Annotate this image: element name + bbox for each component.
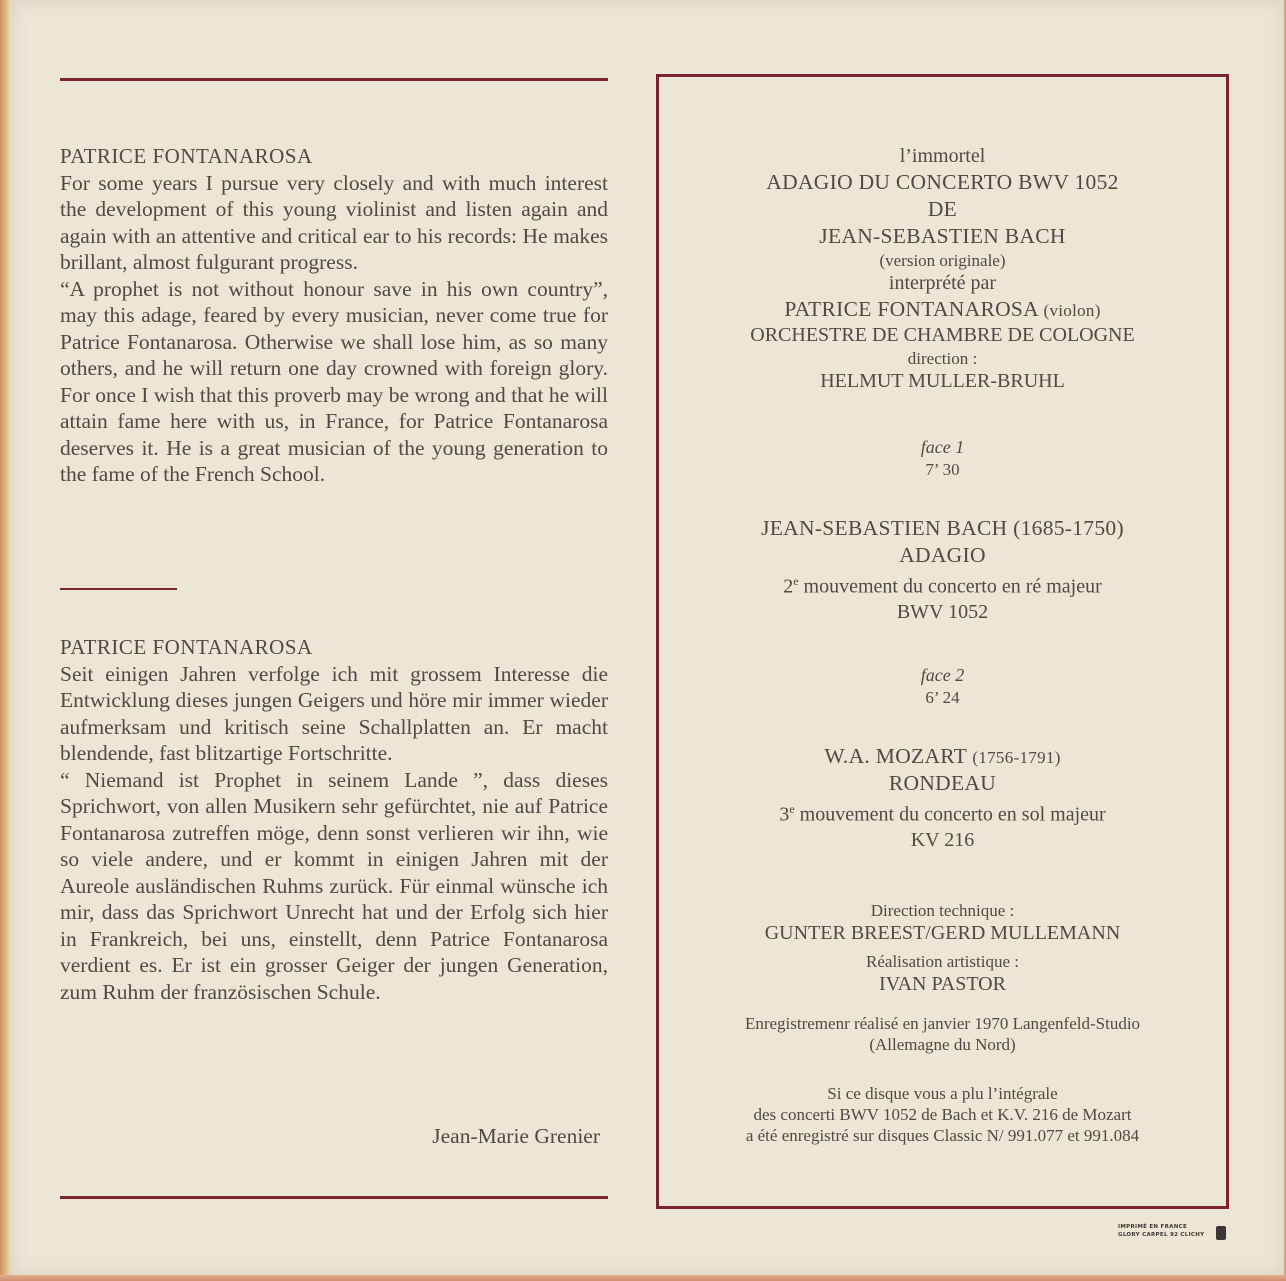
signature: Jean-Marie Grenier xyxy=(432,1124,600,1148)
face-2-composer-line xyxy=(656,743,1229,770)
face-2-catalog: KV 216 xyxy=(910,828,975,851)
face-2-movement-text: mouvement du concerto en sol majeur xyxy=(794,803,1106,826)
top-rule xyxy=(60,78,608,81)
note-line-2: des concerti BWV 1052 de Bach et K.V. 216 de Mozart xyxy=(753,1105,1132,1124)
face-1-movement-number: 2 xyxy=(783,575,794,598)
artistic-direction-label: Réalisation artistique : xyxy=(866,952,1019,971)
face-2-dates: (1756-1791) xyxy=(972,748,1061,767)
face-2-composer: W.A. MOZART xyxy=(824,744,967,768)
title-line-3: JEAN-SEBASTIEN BACH xyxy=(819,224,1066,248)
direction-label: direction : xyxy=(907,349,978,368)
intro-text: l’immortel xyxy=(899,145,986,167)
artistic-direction-name: IVAN PASTOR xyxy=(879,973,1006,995)
printer-line-2: GLORY CARPEL 92 CLICHY xyxy=(1118,1232,1205,1238)
bottom-rule xyxy=(60,1196,608,1199)
german-paragraph-1: Seit einigen Jahren verfolge ich mit grossem Interesse die Entwicklung dieses jungen Geigers und höre mir immer wieder aufmerksam und kritisch seine Schallplatten an. Er macht blendende, fast blitzartige Fortschritte. xyxy=(60,661,608,765)
catalog-note xyxy=(656,1083,1229,1146)
note-line-1: Si ce disque vous a plu l’intégrale xyxy=(827,1084,1058,1103)
title-line-2: DE xyxy=(927,197,958,221)
face-1-movement xyxy=(656,569,1229,600)
face-1-title: ADAGIO xyxy=(899,543,986,567)
face-1-movement-text: mouvement du concerto en ré majeur xyxy=(798,575,1102,598)
technical-direction-label: Direction technique : xyxy=(870,901,1015,920)
face-2-movement-number: 3 xyxy=(779,803,790,826)
title-block xyxy=(656,144,1229,394)
face-2-title: RONDEAU xyxy=(888,771,997,795)
face-1-work xyxy=(656,515,1229,625)
recording-line-2: (Allemagne du Nord) xyxy=(869,1035,1016,1054)
sleeve-spine-edge xyxy=(0,0,10,1281)
face-2-duration: 6’ 24 xyxy=(925,688,960,707)
soloist-name: PATRICE FONTANAROSA xyxy=(784,297,1038,321)
conductor-name: HELMUT MULLER-BRUHL xyxy=(820,370,1065,392)
english-paragraph-1: For some years I pursue very closely and with much interest the development of this young violinist and listen again and again with an attentive and critical ear to his records: He makes brillant, almost fulgurant progress. xyxy=(60,170,608,274)
version-note: (version originale) xyxy=(879,251,1006,270)
face-2-label: face 2 xyxy=(920,665,965,685)
face-2-block xyxy=(656,663,1229,708)
title-line-1: ADAGIO DU CONCERTO BWV 1052 xyxy=(766,170,1119,194)
german-notes xyxy=(60,634,608,1005)
recording-info xyxy=(656,1013,1229,1055)
face-2-movement-ordinal: e xyxy=(789,802,795,816)
face-1-catalog: BWV 1052 xyxy=(896,600,989,623)
production-credits xyxy=(656,900,1229,997)
recording-line-1: Enregistremenr réalisé en janvier 1970 Langenfeld-Studio xyxy=(744,1014,1141,1033)
soloist-role: (violon) xyxy=(1043,301,1101,320)
printer-logo-icon xyxy=(1216,1226,1226,1240)
german-paragraph-2: “ Niemand ist Prophet in seinem Lande ”, dass dieses Sprichwort, von allen Musikern sehr gefürchtet, nie auf Patrice Fontanarosa zutreffen möge, denn sonst verlieren wir ihn, wie so viele andere, und er kommt in einigen Jahren mit der Aureole ausländischen Ruhms zurück. Für einmal wünsche ich mir, dass das Sprichwort Unrecht hat und der Erfolg sich hier in Frankreich, bei uns, einstellt, denn Patrice Fontanarosa verdient es. Er ist ein grosser Geiger der jungen Generation, zum Ruhm der französischen Schule. xyxy=(60,767,608,1004)
face-1-duration: 7’ 30 xyxy=(925,460,960,479)
english-heading: PATRICE FONTANAROSA xyxy=(60,144,313,168)
printer-line-1: IMPRIMÉ EN FRANCE xyxy=(1118,1224,1187,1230)
short-divider xyxy=(60,588,177,590)
printer-credit xyxy=(1118,1223,1228,1239)
orchestra-name: ORCHESTRE DE CHAMBRE DE COLOGNE xyxy=(750,324,1135,346)
english-notes xyxy=(60,143,608,488)
soloist-line xyxy=(656,296,1229,323)
face-1-movement-ordinal: e xyxy=(793,574,799,588)
face-1-composer: JEAN-SEBASTIEN BACH (1685-1750) xyxy=(761,516,1124,540)
technical-direction-names: GUNTER BREEST/GERD MULLEMANN xyxy=(764,922,1121,944)
face-2-work xyxy=(656,743,1229,853)
face-1-block xyxy=(656,435,1229,480)
face-1-label: face 1 xyxy=(920,437,965,457)
performed-by-label: interprété par xyxy=(888,272,997,294)
note-line-3: a été enregistré sur disques Classic N/ 991.077 et 991.084 xyxy=(745,1126,1140,1145)
face-2-movement xyxy=(656,797,1229,828)
german-heading: PATRICE FONTANAROSA xyxy=(60,635,313,659)
sleeve-bottom-edge xyxy=(0,1275,1286,1281)
english-paragraph-2: “A prophet is not without honour save in his own country”, may this adage, feared by every musician, never come true for Patrice Fontanarosa. Otherwise we shall lose him, as so many others, and he will return one day crowned with foreign glory. For once I wish that this proverb may be wrong and that he will attain fame here with us, in France, for Patrice Fontanarosa deserves it. He is a great musician of the young generation to the fame of the French School. xyxy=(60,276,608,486)
